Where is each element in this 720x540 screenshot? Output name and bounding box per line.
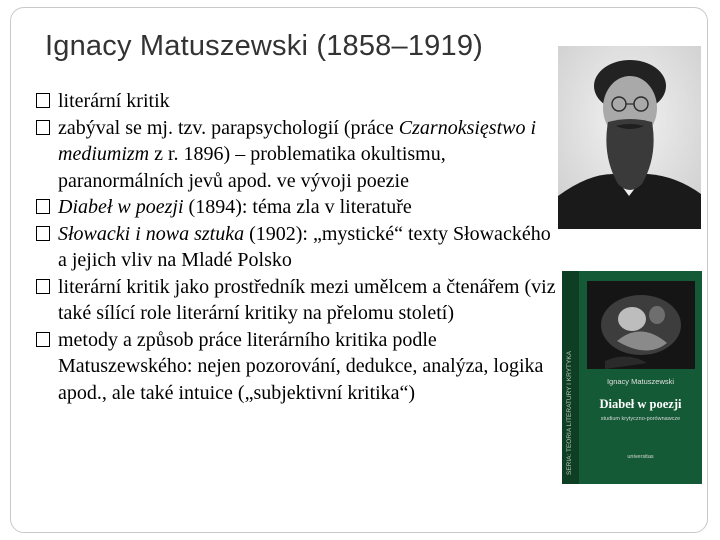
- bullet-item: [33, 194, 563, 221]
- book-author: Ignacy Matuszewski: [606, 377, 675, 386]
- bullet-item: [33, 88, 563, 115]
- book-subtitle: studium krytyczno-porównawcze: [600, 416, 681, 422]
- book-spine: [562, 271, 579, 484]
- bullet-item: [33, 327, 563, 407]
- book-cover-artwork: [587, 281, 695, 369]
- bullet-item: [33, 115, 563, 195]
- bullet-text: literární kritik: [58, 90, 170, 112]
- bullet-box-icon: [36, 332, 50, 347]
- bullet-text: (1902): „mystické“ texty Słowackého a jejich vliv na Mladé Polsko: [58, 222, 551, 271]
- bullet-box-icon: [36, 120, 50, 135]
- portrait-photo: [558, 46, 701, 229]
- bullet-italic-text: Czarnoksięstwo i mediumizm: [58, 116, 537, 165]
- bullet-box-icon: [36, 279, 50, 294]
- bullet-italic-text: Diabeł w poezji: [58, 196, 184, 218]
- bullet-item: [33, 221, 563, 274]
- portrait-image: [558, 46, 701, 229]
- bullet-text: zabýval se mj. tzv. parapsychologií (práce: [58, 116, 399, 139]
- bullet-italic-text: Słowacki i nowa sztuka: [58, 222, 245, 245]
- book-front: [579, 271, 702, 484]
- book-cover: [562, 271, 702, 484]
- bullet-text: literární kritik jako prostředník mezi umělcem a čtenářem (viz také sílící role literární kritiky na přelomu století): [58, 275, 556, 324]
- bullet-text: z r. 1896) – problematika okultismu, paranormálních jevů apod. ve vývoji poezie: [58, 143, 446, 192]
- bullet-text: (1894): téma zla v literatuře: [183, 196, 412, 218]
- bullet-box-icon: [36, 226, 50, 241]
- bullet-list: [33, 88, 563, 406]
- bullet-box-icon: [36, 199, 50, 214]
- bullet-item: [33, 274, 563, 327]
- book-spine-text: SERIA: TEORIA LITERATURY I KRYTYKA: [566, 350, 573, 475]
- bullet-text: metody a způsob práce literárního kritika podle Matuszewského: nejen pozorování, dedukce, analýza, logika apod., ale také intuice („subjektivní kritika“): [58, 328, 544, 404]
- slide: [10, 7, 708, 533]
- bullet-box-icon: [36, 93, 50, 108]
- slide-title: Ignacy Matuszewski (1858–1919): [45, 30, 484, 62]
- book-publisher: universitas: [627, 454, 654, 460]
- book-title: Diabeł w poezji: [599, 397, 682, 411]
